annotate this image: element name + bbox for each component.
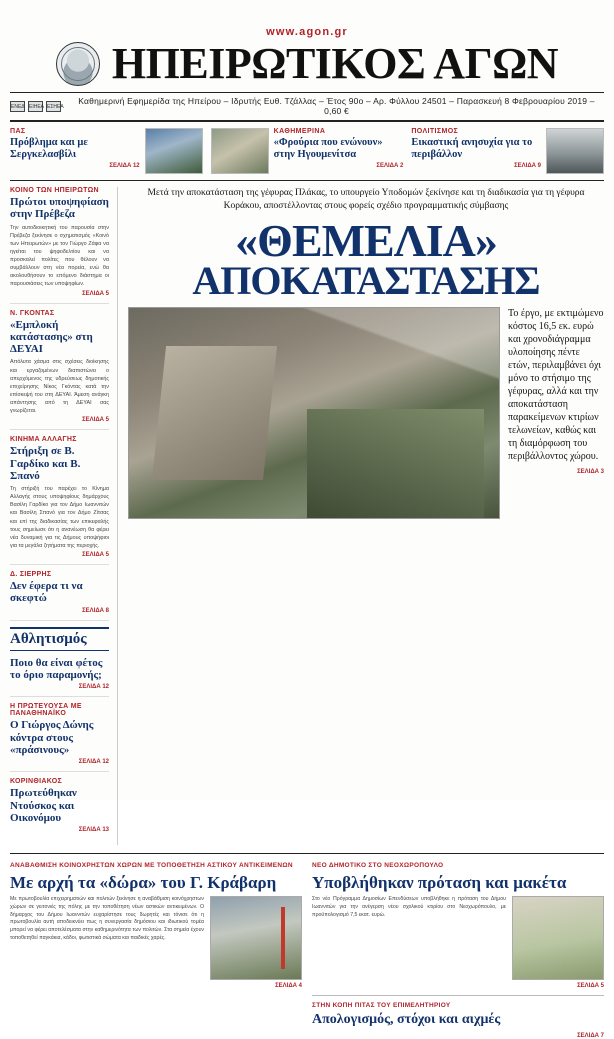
sports-item[interactable] — [10, 657, 109, 698]
page-title: ΗΠΕΙΡΩΤΙΚΟΣ ΑΓΩΝ — [111, 39, 559, 88]
playground-photo — [210, 896, 302, 980]
football-player-photo — [145, 128, 203, 174]
rail-kicker: ΚΟΙΝΟ ΤΩΝ ΗΠΕΙΡΩΤΩΝ — [10, 187, 99, 194]
teaser-item[interactable] — [211, 128, 404, 174]
newspaper-crest-icon — [56, 42, 100, 86]
lead-headline-line2: ΑΠΟΚΑΤΑΣΤΑΣΗΣ — [192, 257, 540, 303]
rail-body: Τη στήριξή του παρέχει το Κίνημα Αλλαγής στους υποψηφίους δημάρχους Βασίλη Γαρδίκο για τον Δήμο Ιωαννιτών και Βασίλη Σπανό για τον Δήμο Ζίτσας και επί της διαδικασίας των επικεφαλής τους σημείωσε ότι η ανανέωση θα φέρει νέα δυναμική για τις Δήμους υποψήφιοι για τα μεγάλα ζητήματα της περιοχής. — [10, 486, 109, 549]
lead-body — [128, 299, 604, 519]
teaser-kicker: ΠΟΛΙΤΙΣΜΟΣ — [411, 128, 459, 135]
rail-kicker: ΚΙΝΗΜΑ ΑΛΛΑΓΗΣ — [10, 436, 77, 444]
bottom-page: ΣΕΛΙΔΑ 4 — [275, 982, 302, 989]
gorge-bridge-photo — [128, 307, 500, 519]
bottom-section — [10, 853, 604, 1038]
sports-item[interactable] — [10, 778, 109, 839]
rail-kicker: Δ. ΣΙΕΡΡΗΣ — [10, 571, 52, 579]
bottom-body: Στο νέο Πρόγραμμα Δημοσίων Επενδύσεων υποβλήθηκε η πρόταση του Δήμου Ιωαννιτών για την ανέγερση νέου σχολικού κτιρίου στο Νεοχωρόπουλο, με προϋπολογισμό 7,5 εκατ. ευρώ. — [312, 895, 506, 918]
rail-headline: Δεν έφερα τι να σκεφτώ — [10, 580, 83, 605]
site-url: www.agon.gr — [266, 26, 348, 38]
teaser-kicker: ΚΑΘΗΜΕΡΙΝΑ — [273, 128, 326, 135]
teaser-item[interactable] — [411, 128, 604, 174]
bottom-body: Με πρωτοβουλία επιχειρηματιών και πολιτών ξεκίνησε η αναβάθμιση κοινόχρηστων χώρων σε γειτονιές της πόλης με την τοποθέτηση νέων αστικών αντικειμένων. Ο δήμαρχος του Δήμου Ιωαννιτών ευχαρίστησε τους δωρητές και τόνισε ότι η πρωτοβουλία αυτή αποδεικνύει πως η συνεργασία δημόσιου και ιδιωτικού τομέα μπορεί να φέρει αποτελέσματα στην καθημερινότητα των πολιτών. Στα σημεία έχουν τοποθετηθεί παγκάκια, κάδοι, φωτιστικά σώματα και παιδικές χαρές. — [10, 895, 204, 941]
sports-headline: Πρωτεύθηκαν Ντούσκος και Οικονόμου — [10, 787, 77, 824]
rail-item[interactable] — [10, 187, 109, 304]
bottom-extra-page: ΣΕΛΙΔΑ 7 — [577, 1032, 604, 1039]
lead-caption-block — [508, 307, 604, 519]
masthead-subbar — [10, 93, 604, 122]
bottom-divider — [312, 995, 604, 996]
lead-intro: Μετά την αποκατάσταση της γέφυρας Πλάκας, το υπουργείο Υποδομών ξεκίνησε και τη διαδικασία για τη γέφυρα Κοράκου, αποστέλλοντας στους φορείς σχέδιο προγραμματικής σύμβασης — [147, 188, 585, 211]
sports-page: ΣΕΛΙΔΑ 12 — [78, 684, 109, 691]
teaser-kicker: ΠΑΣ — [10, 128, 26, 135]
bottom-article-extra[interactable] — [312, 1002, 604, 1039]
teaser-page: ΣΕΛΙΔΑ 9 — [514, 162, 541, 169]
lead-headline-line1: «ΘΕΜΕΛΙΑ» — [235, 214, 497, 266]
teaser-headline: Εικαστική ανησυχία για το περιβάλλον — [411, 137, 533, 160]
sports-section-title: Αθλητισμός — [10, 627, 109, 651]
rail-headline: «Εμπλοκή κατάστασης» στη ΔΕΥΑΙ — [10, 318, 93, 356]
bottom-article-left[interactable] — [10, 862, 302, 1038]
rail-body: Απόλυτα χάσμα στις σχέσεις διοίκησης και εργαζομένων διαπιστώνει ο απερχόμενος της υδρεύσεως δημοτικής επιχείρησης Νίκος Γκόντας κατά την επίσκεψή του στη ΔΕΥΑΙ. Άμεση ανάγκη απάντησης από τη ΔΕΥΑΙ σας γνωρίζεται. — [10, 359, 109, 415]
bottom-extra-headline: Απολογισμός, στόχοι και αιχμές — [312, 1012, 501, 1028]
teaser-page: ΣΕΛΙΔΑ 2 — [376, 162, 404, 169]
rail-page: ΣΕΛΙΔΑ 5 — [82, 290, 109, 297]
sports-headline: Ποιο θα είναι φέτος το όριο παραμονής; — [10, 656, 103, 681]
lead-caption-text: Το έργο, με εκτιμώμενο κόστος 16,5 εκ. ευρώ και χρονοδιάγραμμα υλοποίησης πέντε ετών, περιλαμβάνει όχι μόνο το στήσιμο της γέφυρας, αλλά και την αποκατάσταση παρακείμενων κτιρίων τελωνείων, καθώς και τη διαμόρφωση του περιβάλλοντος χώρου. — [508, 308, 604, 463]
rail-page: ΣΕΛΙΔΑ 5 — [82, 552, 109, 559]
rail-page: ΣΕΛΙΔΑ 8 — [82, 607, 109, 614]
masthead — [10, 38, 604, 88]
bottom-kicker: ΑΝΑΒΑΘΜΙΣΗ ΚΟΙΝΟΧΡΗΣΤΩΝ ΧΩΡΩΝ ΜΕ ΤΟΠΟΘΕΤΗΣΗ ΑΣΤΙΚΟΥ ΑΝΤΙΚΕΙΜΕΝΩΝ — [10, 862, 293, 870]
lead-headline[interactable] — [128, 214, 604, 303]
rail-item[interactable] — [10, 571, 109, 621]
architectural-model-photo — [512, 896, 604, 980]
rail-headline: Στήριξη σε Β. Γαρδίκο και Β. Σπανό — [10, 445, 81, 482]
teaser-headline: «Φρούρια που ενώνουν» στην Ηγουμενίτσα — [273, 137, 383, 160]
rail-kicker: Ν. ΓΚΟΝΤΑΣ — [10, 309, 55, 317]
bottom-article-right[interactable] — [312, 862, 604, 1038]
badge-icon: ΕΙΗΕΑ — [28, 101, 43, 112]
rail-item[interactable] — [10, 310, 109, 431]
sports-page: ΣΕΛΙΔΑ 13 — [78, 827, 109, 834]
badge-icon: ΕΣΗΕΑ — [46, 101, 61, 112]
rail-headline: Πρώτοι υποψηφίαση στην Πρέβεζα — [10, 196, 109, 221]
artwork-photo — [546, 128, 604, 174]
sports-kicker: ΚΟΡΙΝΘΙΑΚΟΣ — [10, 778, 62, 786]
teaser-headline: Πρόβλημα και με Σεργκελασβίλι — [10, 137, 88, 160]
rail-item[interactable] — [10, 436, 109, 565]
teaser-item[interactable] — [10, 128, 203, 174]
sports-page: ΣΕΛΙΔΑ 12 — [78, 759, 109, 766]
sports-item[interactable] — [10, 703, 109, 772]
lead-page: ΣΕΛΙΔΑ 3 — [577, 469, 604, 476]
bottom-extra-kicker: ΣΤΗΝ ΚΟΠΗ ΠΙΤΑΣ ΤΟΥ ΕΠΙΜΕΛΗΤΗΡΙΟΥ — [312, 1001, 451, 1009]
bottom-page: ΣΕΛΙΔΑ 5 — [577, 982, 604, 989]
press-badges — [10, 101, 64, 112]
main-column — [128, 187, 604, 845]
teaser-strip — [10, 122, 604, 181]
left-rail — [10, 187, 118, 845]
bottom-kicker: ΝΕΟ ΔΗΜΟΤΙΚΟ ΣΤΟ ΝΕΟΧΩΡΟΠΟΥΛΟ — [312, 862, 444, 870]
badge-icon: ΕΝΕΔ — [10, 101, 25, 112]
issue-info: Καθημερινή Εφημερίδα της Ηπείρου – Ιδρυτής Ευθ. Τζάλλας – Έτος 90ο – Αρ. Φύλλου 24501 – Παρασκευή 8 Φεβρουαρίου 2019 – 0,60 € — [78, 96, 595, 116]
bottom-headline: Υποβλήθηκαν πρόταση και μακέτα — [312, 872, 567, 892]
rail-page: ΣΕΛΙΔΑ 5 — [82, 417, 109, 424]
bottom-headline: Με αρχή τα «δώρα» του Γ. Κράβαρη — [10, 872, 277, 892]
sports-kicker: Η ΠΡΩΤΕΥΟΥΣΑ ΜΕ ΠΑΝΑΘΗΝΑΪΚΟ — [10, 703, 82, 718]
teaser-page: ΣΕΛΙΔΑ 12 — [109, 162, 140, 169]
sports-headline: Ο Γιώργος Δώνης κόντρα στους «πράσινους» — [10, 719, 94, 756]
rail-body: Την αυτοδιοικητική του παρουσία στην Πρέβεζα ξεκίνησε ο σχηματισμός «Κοινό των Ηπειρωτών» με τον Γιώργο Ζάφα να ηγείται του ψηφοδελτίου και να προσκαλεί πολίτες που θέλουν να συμβάλλουν στη νέα πορεία, ενώ θα ακολουθήσουν το επόμενο διάστημα οι παρουσιάσεις των υποψηφίων. — [10, 224, 109, 288]
castle-photo — [211, 128, 269, 174]
main-grid — [10, 181, 604, 845]
